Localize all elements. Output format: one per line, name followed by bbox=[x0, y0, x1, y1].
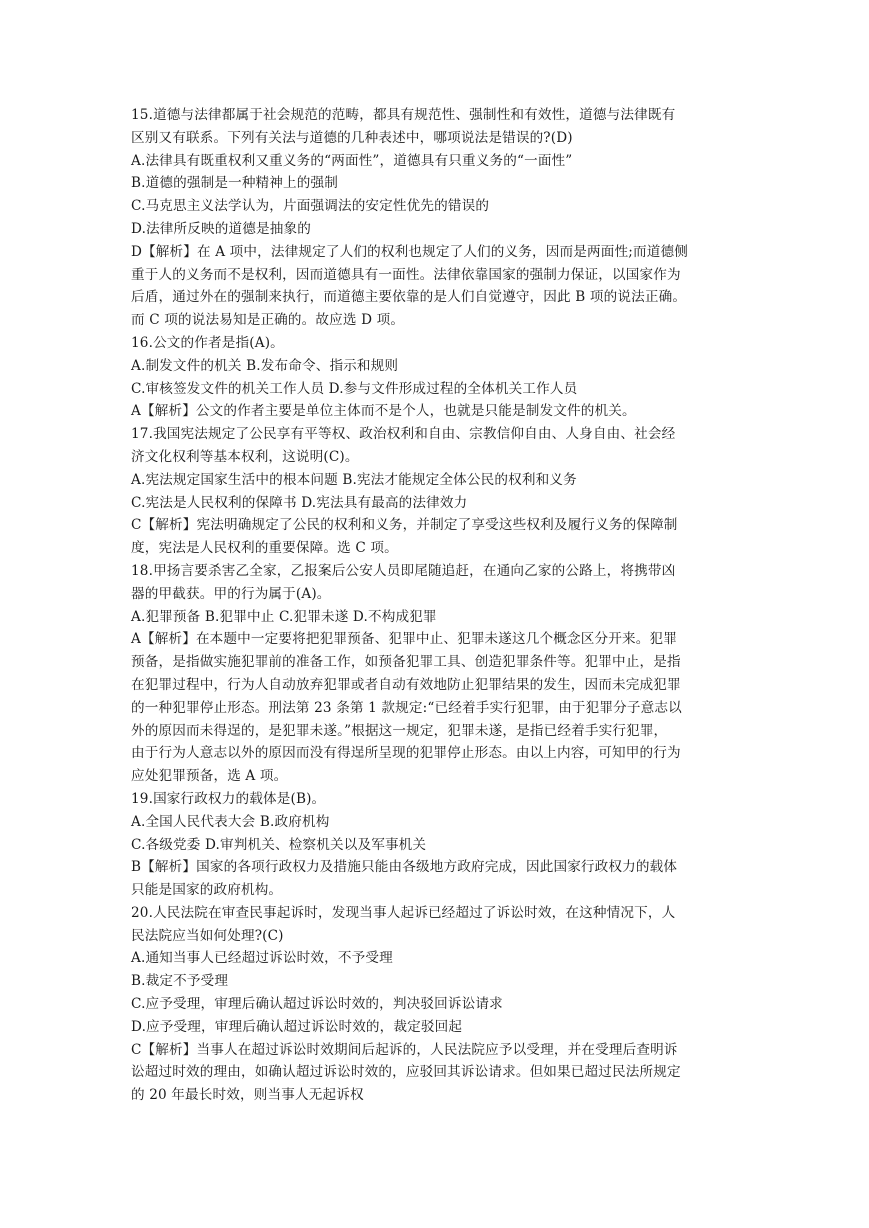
text-line: C.审核签发文件的机关工作人员 D.参与文件形成过程的全体机关工作人员 bbox=[131, 380, 578, 397]
document-page bbox=[131, 104, 743, 1107]
text-line: 济文化权利等基本权利，这说明(C)。 bbox=[131, 448, 359, 465]
text-line: C【解析】宪法明确规定了公民的权利和义务，并制定了享受这些权利及履行义务的保障制 bbox=[131, 517, 678, 534]
text-line: 16.公文的作者是指(A)。 bbox=[131, 334, 284, 351]
text-line: 讼超过时效的理由，如确认超过诉讼时效的，应驳回其诉讼请求。但如果已超过民法所规定 bbox=[131, 1064, 681, 1081]
text-line: A.通知当事人已经超过诉讼时效，不予受理 bbox=[131, 950, 393, 967]
text-line: A.宪法规定国家生活中的根本问题 B.宪法才能规定全体公民的权利和义务 bbox=[131, 471, 577, 488]
text-line: A.犯罪预备 B.犯罪中止 C.犯罪未遂 D.不构成犯罪 bbox=[131, 608, 437, 625]
text-line: B【解析】国家的各项行政权力及措施只能由各级地方政府完成，因此国家行政权力的载体 bbox=[131, 859, 678, 876]
text-line: 的 20 年最长时效，则当事人无起诉权 bbox=[131, 1087, 364, 1104]
text-line: D.法律所反映的道德是抽象的 bbox=[131, 220, 311, 237]
text-line: 后盾，通过外在的强制来执行，而道德主要依靠的是人们自觉遵守，因此 B 项的说法正确。 bbox=[131, 289, 687, 306]
text-line: A【解析】在本题中一定要将把犯罪预备、犯罪中止、犯罪未遂这几个概念区分开来。犯罪 bbox=[131, 631, 677, 648]
text-line: 预备，是指做实施犯罪前的准备工作，如预备犯罪工具、创造犯罪条件等。犯罪中止，是指 bbox=[131, 654, 681, 671]
text-line: 度，宪法是人民权利的重要保障。选 C 项。 bbox=[131, 540, 398, 557]
text-line: 17.我国宪法规定了公民享有平等权、政治权利和自由、宗教信仰自由、人身自由、社会经 bbox=[131, 426, 676, 443]
text-line: 而 C 项的说法易知是正确的。故应选 D 项。 bbox=[131, 312, 405, 329]
text-line: 在犯罪过程中，行为人自动放弃犯罪或者自动有效地防止犯罪结果的发生，因而未完成犯罪 bbox=[131, 676, 681, 693]
text-line: 民法院应当如何处理?(C) bbox=[131, 927, 284, 944]
text-line: 15.道德与法律都属于社会规范的范畴，都具有规范性、强制性和有效性，道德与法律既有 bbox=[131, 107, 676, 123]
text-line: 器的甲截获。甲的行为属于(A)。 bbox=[131, 585, 331, 602]
text-line: 外的原因而未得逞的，是犯罪未遂。”根据这一规定，犯罪未遂，是指已经着手实行犯罪， bbox=[131, 722, 668, 739]
text-line: 20.人民法院在审查民事起诉时，发现当事人起诉已经超过了诉讼时效，在这种情况下，人 bbox=[131, 904, 676, 921]
text-line: 由于行为人意志以外的原因而没有得逞所呈现的犯罪停止形态。由以上内容，可知甲的行为 bbox=[131, 745, 681, 762]
text-line: B.道德的强制是一种精神上的强制 bbox=[131, 175, 339, 192]
text-line: 区别又有联系。下列有关法与道德的几种表述中，哪项说法是错误的?(D) bbox=[131, 129, 573, 146]
text-line: A【解析】公文的作者主要是单位主体而不是个人，也就是只能是制发文件的机关。 bbox=[131, 403, 636, 420]
text-line: C.各级党委 D.审判机关、检察机关以及军事机关 bbox=[131, 836, 427, 853]
text-line: A.法律具有既重权利又重义务的“两面性”，道德具有只重义务的“一面性” bbox=[131, 152, 573, 169]
text-line: C.宪法是人民权利的保障书 D.宪法具有最高的法律效力 bbox=[131, 494, 468, 511]
text-line: A.制发文件的机关 B.发布命令、指示和规则 bbox=[131, 357, 399, 374]
text-line: 只能是国家的政府机构。 bbox=[131, 882, 283, 899]
text-line: B.裁定不予受理 bbox=[131, 973, 229, 990]
text-line: C.马克思主义法学认为，片面强调法的安定性优先的错误的 bbox=[131, 198, 490, 215]
text-line: C【解析】当事人在超过诉讼时效期间后起诉的，人民法院应予以受理，并在受理后查明诉 bbox=[131, 1041, 678, 1058]
text-line: 应处犯罪预备，选 A 项。 bbox=[131, 768, 288, 785]
text-line: D【解析】在 A 项中，法律规定了人们的权利也规定了人们的义务，因而是两面性;而道德侧 bbox=[131, 243, 688, 260]
text-line: 18.甲扬言要杀害乙全家，乙报案后公安人员即尾随追赶，在通向乙家的公路上，将携带凶 bbox=[131, 562, 676, 579]
text-line: D.应予受理，审理后确认超过诉讼时效的，裁定驳回起 bbox=[131, 1018, 463, 1035]
text-line: C.应予受理，审理后确认超过诉讼时效的，判决驳回诉讼请求 bbox=[131, 996, 503, 1013]
text-line: 的一种犯罪停止形态。刑法第 23 条第 1 款规定:“已经着手实行犯罪，由于犯罪分子意志以 bbox=[131, 699, 682, 716]
text-line: 重于人的义务而不是权利，因而道德具有一面性。法律依靠国家的强制力保证，以国家作为 bbox=[131, 266, 681, 283]
text-line: 19.国家行政权力的载体是(B)。 bbox=[131, 790, 326, 807]
text-line: A.全国人民代表大会 B.政府机构 bbox=[131, 813, 330, 830]
